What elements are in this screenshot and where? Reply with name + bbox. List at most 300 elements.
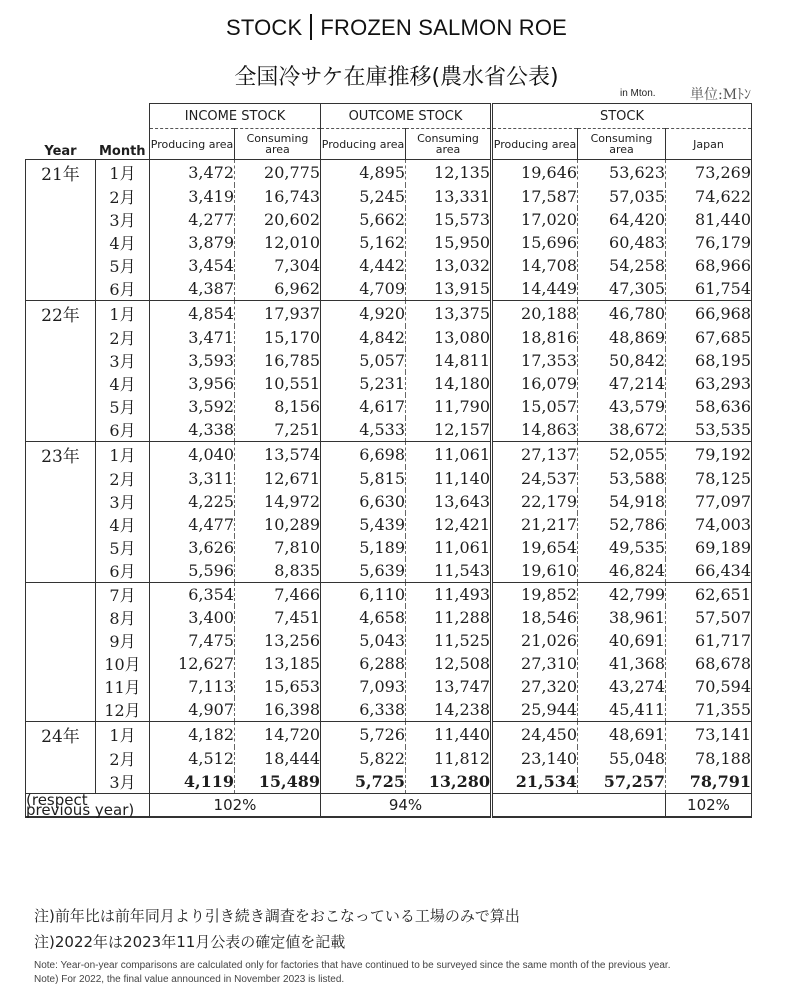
cell-op: 5,815 (321, 467, 406, 490)
cell-month: 11月 (96, 675, 150, 698)
cell-op: 4,920 (321, 301, 406, 327)
col-header-stock-producing: Producing area (492, 129, 578, 160)
cell-oc: 11,525 (406, 629, 492, 652)
cell-op: 6,698 (321, 442, 406, 468)
yoy-ratio-outcome: 94% (321, 794, 492, 818)
cell-month: 2月 (96, 185, 150, 208)
note-jp-1: 注)前年比は前年同月より引き続き調査をおこなっている工場のみで算出 (34, 907, 520, 925)
table-row (26, 185, 752, 208)
cell-ip: 3,879 (150, 231, 235, 254)
cell-year: 21年 (26, 160, 96, 186)
cell-month: 1月 (96, 301, 150, 327)
yoy-ratio-income: 102% (150, 794, 321, 818)
cell-sp: 17,020 (492, 208, 578, 231)
cell-op: 5,245 (321, 185, 406, 208)
cell-year (26, 675, 96, 698)
cell-op: 5,057 (321, 349, 406, 372)
cell-ip: 4,907 (150, 698, 235, 722)
cell-month: 3月 (96, 490, 150, 513)
cell-op: 6,288 (321, 652, 406, 675)
col-header-income-producing: Producing area (150, 129, 235, 160)
cell-op: 5,726 (321, 722, 406, 748)
cell-op: 4,617 (321, 395, 406, 418)
title-product: FROZEN SALMON ROE (320, 15, 568, 40)
cell-sj: 74,003 (666, 513, 752, 536)
cell-oc: 13,375 (406, 301, 492, 327)
cell-sj: 68,195 (666, 349, 752, 372)
cell-sp: 27,320 (492, 675, 578, 698)
cell-year (26, 349, 96, 372)
cell-sc: 60,483 (578, 231, 666, 254)
cell-oc: 13,643 (406, 490, 492, 513)
cell-ip: 3,626 (150, 536, 235, 559)
cell-ic: 16,785 (235, 349, 321, 372)
cell-month: 5月 (96, 536, 150, 559)
cell-oc: 15,573 (406, 208, 492, 231)
cell-year (26, 559, 96, 583)
cell-op: 4,895 (321, 160, 406, 186)
cell-oc: 12,135 (406, 160, 492, 186)
cell-ip: 5,596 (150, 559, 235, 583)
cell-oc: 13,747 (406, 675, 492, 698)
table-row (26, 395, 752, 418)
cell-oc: 11,543 (406, 559, 492, 583)
cell-sc: 41,368 (578, 652, 666, 675)
cell-sj: 53,535 (666, 418, 752, 442)
cell-sp: 14,708 (492, 254, 578, 277)
cell-ic: 20,775 (235, 160, 321, 186)
cell-oc: 12,157 (406, 418, 492, 442)
cell-sc: 50,842 (578, 349, 666, 372)
cell-sc: 52,055 (578, 442, 666, 468)
cell-ic: 12,671 (235, 467, 321, 490)
table-row (26, 231, 752, 254)
col-header-stock-japan: Japan (666, 129, 752, 160)
cell-sc: 38,672 (578, 418, 666, 442)
table-row (26, 675, 752, 698)
unit-label-jp: 単位:Mﾄﾝ (690, 87, 752, 103)
cell-sj: 67,685 (666, 326, 752, 349)
cell-sj: 73,269 (666, 160, 752, 186)
cell-sp: 19,610 (492, 559, 578, 583)
cell-year (26, 513, 96, 536)
cell-op: 4,658 (321, 606, 406, 629)
page-title (0, 14, 793, 41)
group-header-outcome: OUTCOME STOCK (321, 104, 492, 129)
cell-ic: 15,653 (235, 675, 321, 698)
cell-sj: 76,179 (666, 231, 752, 254)
cell-month: 3月 (96, 208, 150, 231)
cell-sp: 18,546 (492, 606, 578, 629)
cell-ic: 17,937 (235, 301, 321, 327)
cell-sp: 21,026 (492, 629, 578, 652)
cell-sp: 23,140 (492, 747, 578, 770)
cell-ip: 3,592 (150, 395, 235, 418)
cell-op: 5,231 (321, 372, 406, 395)
cell-sj: 68,678 (666, 652, 752, 675)
cell-sp: 17,587 (492, 185, 578, 208)
cell-year (26, 231, 96, 254)
table-row (26, 513, 752, 536)
cell-ip: 4,477 (150, 513, 235, 536)
cell-year (26, 747, 96, 770)
cell-sp: 17,353 (492, 349, 578, 372)
cell-ip: 4,277 (150, 208, 235, 231)
cell-year (26, 395, 96, 418)
cell-sc: 53,623 (578, 160, 666, 186)
cell-sc: 47,305 (578, 277, 666, 301)
cell-sj: 73,141 (666, 722, 752, 748)
cell-year (26, 372, 96, 395)
cell-op: 5,725 (321, 770, 406, 794)
cell-sp: 18,816 (492, 326, 578, 349)
cell-op: 4,709 (321, 277, 406, 301)
cell-year (26, 536, 96, 559)
cell-month: 1月 (96, 442, 150, 468)
table-row (26, 160, 752, 186)
cell-month: 8月 (96, 606, 150, 629)
cell-sp: 24,537 (492, 467, 578, 490)
cell-month: 4月 (96, 372, 150, 395)
table-row (26, 698, 752, 722)
cell-ic: 6,962 (235, 277, 321, 301)
cell-oc: 15,950 (406, 231, 492, 254)
col-header-year: Year (44, 144, 77, 159)
cell-year (26, 326, 96, 349)
cell-op: 5,822 (321, 747, 406, 770)
yoy-ratio-japan: 102% (666, 794, 752, 818)
unit-label-en: in Mton. (620, 88, 656, 99)
cell-sp: 25,944 (492, 698, 578, 722)
cell-oc: 11,061 (406, 536, 492, 559)
group-header-stock: STOCK (492, 104, 752, 129)
cell-year (26, 770, 96, 794)
cell-sp: 16,079 (492, 372, 578, 395)
cell-sc: 43,274 (578, 675, 666, 698)
cell-op: 6,338 (321, 698, 406, 722)
cell-sc: 53,588 (578, 467, 666, 490)
yoy-ratio-label: (respect previous year) (26, 794, 150, 818)
cell-oc: 14,238 (406, 698, 492, 722)
cell-op: 4,533 (321, 418, 406, 442)
col-header-outcome-consuming: Consuming area (406, 129, 492, 160)
cell-year: 23年 (26, 442, 96, 468)
cell-sj: 78,188 (666, 747, 752, 770)
cell-ic: 8,835 (235, 559, 321, 583)
cell-ip: 3,454 (150, 254, 235, 277)
cell-ic: 15,489 (235, 770, 321, 794)
cell-month: 6月 (96, 559, 150, 583)
cell-op: 4,842 (321, 326, 406, 349)
cell-year (26, 629, 96, 652)
table-body (26, 160, 752, 794)
cell-oc: 11,790 (406, 395, 492, 418)
table-row (26, 490, 752, 513)
cell-ip: 4,182 (150, 722, 235, 748)
cell-ic: 10,551 (235, 372, 321, 395)
cell-ic: 8,156 (235, 395, 321, 418)
cell-op: 7,093 (321, 675, 406, 698)
table-row (26, 208, 752, 231)
col-header-month: Month (98, 144, 146, 159)
cell-year (26, 652, 96, 675)
cell-ic: 13,185 (235, 652, 321, 675)
cell-month: 6月 (96, 418, 150, 442)
cell-op: 5,043 (321, 629, 406, 652)
cell-sc: 40,691 (578, 629, 666, 652)
cell-month: 6月 (96, 277, 150, 301)
cell-ip: 3,419 (150, 185, 235, 208)
cell-sj: 58,636 (666, 395, 752, 418)
table-row (26, 349, 752, 372)
cell-sj: 70,594 (666, 675, 752, 698)
cell-ic: 7,451 (235, 606, 321, 629)
cell-ic: 16,398 (235, 698, 321, 722)
cell-ip: 7,475 (150, 629, 235, 652)
cell-sp: 27,137 (492, 442, 578, 468)
subtitle-jp: 全国冷サケ在庫推移(農水省公表) (234, 65, 559, 90)
cell-ic: 18,444 (235, 747, 321, 770)
cell-ic: 14,720 (235, 722, 321, 748)
cell-ic: 15,170 (235, 326, 321, 349)
cell-op: 6,630 (321, 490, 406, 513)
cell-sp: 24,450 (492, 722, 578, 748)
cell-sc: 43,579 (578, 395, 666, 418)
cell-oc: 13,032 (406, 254, 492, 277)
cell-sj: 77,097 (666, 490, 752, 513)
cell-ip: 4,387 (150, 277, 235, 301)
cell-year (26, 277, 96, 301)
cell-month: 9月 (96, 629, 150, 652)
note-en-1: Note: Year-on-year comparisons are calculated only for factories that have continued to be surveyed since the same month of the previous year. (34, 960, 671, 971)
cell-year (26, 606, 96, 629)
cell-oc: 11,061 (406, 442, 492, 468)
cell-op: 5,639 (321, 559, 406, 583)
table-row (26, 442, 752, 468)
cell-op: 5,162 (321, 231, 406, 254)
cell-oc: 11,288 (406, 606, 492, 629)
cell-month: 5月 (96, 395, 150, 418)
note-en-2: Note) For 2022, the final value announced in November 2023 is listed. (34, 974, 345, 985)
table-row (26, 536, 752, 559)
table-row (26, 254, 752, 277)
table-row (26, 722, 752, 748)
cell-sc: 55,048 (578, 747, 666, 770)
cell-sc: 57,035 (578, 185, 666, 208)
cell-ip: 6,354 (150, 583, 235, 607)
cell-oc: 14,180 (406, 372, 492, 395)
cell-ip: 4,512 (150, 747, 235, 770)
cell-ic: 7,304 (235, 254, 321, 277)
title-stock: STOCK (225, 15, 303, 40)
cell-sc: 48,691 (578, 722, 666, 748)
cell-ic: 7,466 (235, 583, 321, 607)
cell-year (26, 467, 96, 490)
cell-sc: 45,411 (578, 698, 666, 722)
cell-sc: 54,258 (578, 254, 666, 277)
cell-oc: 13,331 (406, 185, 492, 208)
title-separator (310, 14, 312, 40)
col-header-income-consuming: Consuming area (235, 129, 321, 160)
cell-sc: 48,869 (578, 326, 666, 349)
cell-ip: 4,225 (150, 490, 235, 513)
cell-sp: 15,696 (492, 231, 578, 254)
cell-sc: 57,257 (578, 770, 666, 794)
table-row (26, 301, 752, 327)
cell-ip: 3,471 (150, 326, 235, 349)
yoy-ratio-row (26, 794, 752, 818)
cell-sj: 61,754 (666, 277, 752, 301)
cell-ic: 10,289 (235, 513, 321, 536)
table-row (26, 277, 752, 301)
cell-sj: 68,966 (666, 254, 752, 277)
yoy-ratio-stock-blank (492, 794, 666, 818)
table-row (26, 770, 752, 794)
table-row (26, 326, 752, 349)
cell-year (26, 583, 96, 607)
cell-ic: 14,972 (235, 490, 321, 513)
table-row (26, 372, 752, 395)
cell-op: 4,442 (321, 254, 406, 277)
cell-year (26, 698, 96, 722)
cell-ip: 3,593 (150, 349, 235, 372)
note-jp-2: 注)2022年は2023年11月公表の確定値を記載 (34, 933, 346, 951)
cell-sc: 42,799 (578, 583, 666, 607)
cell-oc: 11,812 (406, 747, 492, 770)
cell-sj: 78,125 (666, 467, 752, 490)
table-row (26, 606, 752, 629)
cell-oc: 12,508 (406, 652, 492, 675)
cell-sj: 66,434 (666, 559, 752, 583)
cell-oc: 11,493 (406, 583, 492, 607)
cell-ip: 4,040 (150, 442, 235, 468)
cell-op: 5,662 (321, 208, 406, 231)
cell-op: 5,439 (321, 513, 406, 536)
cell-oc: 12,421 (406, 513, 492, 536)
cell-ic: 16,743 (235, 185, 321, 208)
cell-sc: 47,214 (578, 372, 666, 395)
cell-sc: 49,535 (578, 536, 666, 559)
cell-month: 3月 (96, 770, 150, 794)
cell-sc: 54,918 (578, 490, 666, 513)
cell-op: 6,110 (321, 583, 406, 607)
table-row (26, 747, 752, 770)
cell-sj: 66,968 (666, 301, 752, 327)
cell-sj: 61,717 (666, 629, 752, 652)
cell-ip: 12,627 (150, 652, 235, 675)
cell-month: 10月 (96, 652, 150, 675)
cell-sj: 74,622 (666, 185, 752, 208)
cell-year (26, 185, 96, 208)
group-header-income: INCOME STOCK (150, 104, 321, 129)
cell-month: 7月 (96, 583, 150, 607)
col-header-outcome-producing: Producing area (321, 129, 406, 160)
cell-sp: 14,449 (492, 277, 578, 301)
cell-month: 5月 (96, 254, 150, 277)
cell-sj: 71,355 (666, 698, 752, 722)
cell-month: 3月 (96, 349, 150, 372)
cell-month: 2月 (96, 326, 150, 349)
cell-sj: 78,791 (666, 770, 752, 794)
cell-sp: 21,217 (492, 513, 578, 536)
cell-sc: 38,961 (578, 606, 666, 629)
cell-ip: 3,472 (150, 160, 235, 186)
cell-ic: 20,602 (235, 208, 321, 231)
cell-sp: 14,863 (492, 418, 578, 442)
cell-oc: 11,140 (406, 467, 492, 490)
table-row (26, 418, 752, 442)
cell-sp: 21,534 (492, 770, 578, 794)
cell-ip: 3,400 (150, 606, 235, 629)
cell-ic: 12,010 (235, 231, 321, 254)
cell-sp: 20,188 (492, 301, 578, 327)
table-row (26, 629, 752, 652)
cell-sp: 19,654 (492, 536, 578, 559)
cell-sj: 63,293 (666, 372, 752, 395)
cell-month: 12月 (96, 698, 150, 722)
cell-sc: 46,780 (578, 301, 666, 327)
cell-year (26, 208, 96, 231)
col-header-stock-consuming: Consuming area (578, 129, 666, 160)
cell-month: 4月 (96, 513, 150, 536)
cell-sp: 27,310 (492, 652, 578, 675)
cell-month: 2月 (96, 467, 150, 490)
cell-oc: 14,811 (406, 349, 492, 372)
cell-ic: 13,574 (235, 442, 321, 468)
cell-ic: 7,810 (235, 536, 321, 559)
table-row (26, 583, 752, 607)
table-row (26, 652, 752, 675)
cell-oc: 11,440 (406, 722, 492, 748)
cell-year (26, 254, 96, 277)
cell-sp: 19,646 (492, 160, 578, 186)
cell-month: 1月 (96, 160, 150, 186)
cell-sj: 81,440 (666, 208, 752, 231)
cell-sc: 64,420 (578, 208, 666, 231)
cell-sp: 19,852 (492, 583, 578, 607)
cell-sj: 62,651 (666, 583, 752, 607)
cell-oc: 13,915 (406, 277, 492, 301)
cell-sc: 52,786 (578, 513, 666, 536)
cell-sj: 57,507 (666, 606, 752, 629)
cell-ip: 7,113 (150, 675, 235, 698)
cell-month: 1月 (96, 722, 150, 748)
cell-oc: 13,080 (406, 326, 492, 349)
cell-year (26, 418, 96, 442)
cell-sc: 46,824 (578, 559, 666, 583)
cell-ip: 3,956 (150, 372, 235, 395)
cell-ic: 7,251 (235, 418, 321, 442)
cell-year (26, 490, 96, 513)
cell-month: 2月 (96, 747, 150, 770)
cell-month: 4月 (96, 231, 150, 254)
cell-oc: 13,280 (406, 770, 492, 794)
cell-sj: 79,192 (666, 442, 752, 468)
stock-table (25, 103, 752, 818)
table-row (26, 559, 752, 583)
cell-ip: 4,854 (150, 301, 235, 327)
cell-year: 22年 (26, 301, 96, 327)
cell-sp: 22,179 (492, 490, 578, 513)
cell-year: 24年 (26, 722, 96, 748)
cell-ip: 4,119 (150, 770, 235, 794)
cell-op: 5,189 (321, 536, 406, 559)
cell-ip: 3,311 (150, 467, 235, 490)
cell-ip: 4,338 (150, 418, 235, 442)
cell-sj: 69,189 (666, 536, 752, 559)
table-row (26, 467, 752, 490)
cell-ic: 13,256 (235, 629, 321, 652)
